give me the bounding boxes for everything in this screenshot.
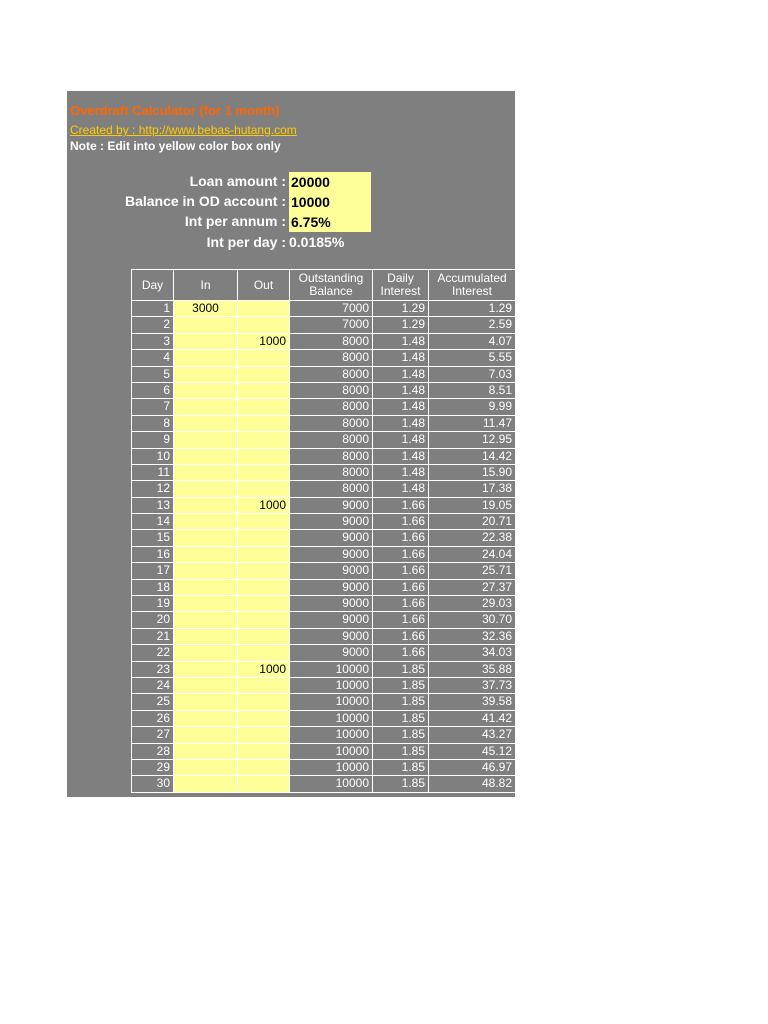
daily-interest-cell: 1.48 — [372, 334, 428, 350]
balance-cell: 8000 — [289, 334, 372, 350]
daily-interest-cell: 1.66 — [372, 530, 428, 546]
out-input-cell[interactable] — [237, 367, 289, 383]
accumulated-interest-cell: 14.42 — [428, 449, 515, 465]
out-input-cell[interactable] — [237, 301, 289, 317]
out-input-cell[interactable] — [237, 727, 289, 743]
table-row — [131, 645, 515, 661]
table-row — [131, 481, 515, 497]
table-row — [131, 612, 515, 628]
day-cell: 15 — [131, 530, 173, 546]
balance-cell: 8000 — [289, 449, 372, 465]
accumulated-interest-cell: 4.07 — [428, 334, 515, 350]
accumulated-interest-cell: 29.03 — [428, 596, 515, 612]
daily-interest-cell: 1.66 — [372, 596, 428, 612]
accumulated-interest-cell: 1.29 — [428, 301, 515, 317]
day-cell: 2 — [131, 317, 173, 333]
daily-interest-cell: 1.48 — [372, 465, 428, 481]
in-input-cell[interactable] — [173, 317, 237, 333]
daily-interest-cell: 1.66 — [372, 514, 428, 530]
in-input-cell[interactable] — [173, 530, 237, 546]
balance-cell: 9000 — [289, 645, 372, 661]
daily-interest-cell: 1.85 — [372, 711, 428, 727]
in-input-cell[interactable] — [173, 629, 237, 645]
daily-interest-cell: 1.48 — [372, 350, 428, 366]
table-row — [131, 563, 515, 579]
table-row — [131, 694, 515, 710]
day-cell: 21 — [131, 629, 173, 645]
table-row — [131, 760, 515, 776]
accumulated-interest-cell: 48.82 — [428, 776, 515, 792]
day-cell: 25 — [131, 694, 173, 710]
header-day: Day — [131, 269, 173, 301]
in-input-cell[interactable] — [173, 776, 237, 792]
loan-amount-label: Loan amount : — [189, 173, 286, 189]
daily-interest-cell: 1.85 — [372, 694, 428, 710]
daily-interest-cell: 1.85 — [372, 678, 428, 694]
balance-cell: 9000 — [289, 514, 372, 530]
table-row — [131, 629, 515, 645]
balance-cell: 7000 — [289, 301, 372, 317]
daily-interest-cell: 1.85 — [372, 760, 428, 776]
in-input-cell[interactable] — [173, 744, 237, 760]
in-input-cell[interactable] — [173, 514, 237, 530]
in-input-cell[interactable] — [173, 694, 237, 710]
table-row — [131, 334, 515, 350]
balance-cell: 9000 — [289, 580, 372, 596]
page-title: Overdraft Calculator (for 1 month) — [70, 103, 280, 118]
in-input-cell[interactable] — [173, 334, 237, 350]
day-cell: 13 — [131, 498, 173, 514]
edit-note: Note : Edit into yellow color box only — [70, 139, 281, 153]
day-cell: 9 — [131, 432, 173, 448]
balance-cell: 10000 — [289, 662, 372, 678]
od-balance-label: Balance in OD account : — [124, 193, 286, 209]
balance-cell: 8000 — [289, 481, 372, 497]
daily-interest-cell: 1.85 — [372, 727, 428, 743]
day-cell: 19 — [131, 596, 173, 612]
day-cell: 14 — [131, 514, 173, 530]
daily-interest-cell: 1.29 — [372, 317, 428, 333]
balance-cell: 10000 — [289, 776, 372, 792]
day-cell: 24 — [131, 678, 173, 694]
in-input-cell[interactable] — [173, 645, 237, 661]
in-input-cell[interactable] — [173, 711, 237, 727]
daily-interest-cell: 1.85 — [372, 776, 428, 792]
table-row — [131, 547, 515, 563]
accumulated-interest-cell: 22.38 — [428, 530, 515, 546]
table-row — [131, 383, 515, 399]
daily-interest-cell: 1.66 — [372, 580, 428, 596]
header-daily-interest: Daily Interest — [372, 269, 428, 301]
out-input-cell[interactable] — [237, 547, 289, 563]
day-cell: 7 — [131, 399, 173, 415]
day-cell: 17 — [131, 563, 173, 579]
balance-cell: 10000 — [289, 711, 372, 727]
int-per-day-value: 0.0185% — [289, 234, 345, 250]
accumulated-interest-cell: 46.97 — [428, 760, 515, 776]
out-input-cell[interactable]: 1000 — [237, 498, 289, 514]
in-input-cell[interactable] — [173, 547, 237, 563]
table-row — [131, 727, 515, 743]
accumulated-interest-cell: 20.71 — [428, 514, 515, 530]
out-input-cell[interactable] — [237, 383, 289, 399]
daily-interest-cell: 1.48 — [372, 481, 428, 497]
balance-cell: 8000 — [289, 383, 372, 399]
od-balance-input[interactable]: 10000 — [289, 192, 371, 212]
table-row — [131, 350, 515, 366]
daily-interest-cell: 1.66 — [372, 629, 428, 645]
table-body — [131, 301, 515, 793]
accumulated-interest-cell: 24.04 — [428, 547, 515, 563]
table-row — [131, 530, 515, 546]
daily-interest-cell: 1.85 — [372, 744, 428, 760]
out-input-cell[interactable] — [237, 449, 289, 465]
out-input-cell[interactable] — [237, 399, 289, 415]
table-row — [131, 367, 515, 383]
in-input-cell[interactable] — [173, 416, 237, 432]
table-row — [131, 711, 515, 727]
accumulated-interest-cell: 17.38 — [428, 481, 515, 497]
spreadsheet-area — [67, 91, 515, 797]
accumulated-interest-cell: 2.59 — [428, 317, 515, 333]
day-cell: 12 — [131, 481, 173, 497]
accumulated-interest-cell: 5.55 — [428, 350, 515, 366]
balance-cell: 8000 — [289, 465, 372, 481]
balance-cell: 9000 — [289, 563, 372, 579]
day-cell: 1 — [131, 301, 173, 317]
balance-cell: 8000 — [289, 432, 372, 448]
in-input-cell[interactable] — [173, 563, 237, 579]
int-per-annum-input[interactable]: 6.75% — [289, 212, 371, 232]
in-input-cell[interactable] — [173, 596, 237, 612]
daily-interest-cell: 1.29 — [372, 301, 428, 317]
accumulated-interest-cell: 11.47 — [428, 416, 515, 432]
in-input-cell[interactable] — [173, 432, 237, 448]
table-row — [131, 317, 515, 333]
balance-cell: 8000 — [289, 416, 372, 432]
daily-interest-cell: 1.48 — [372, 399, 428, 415]
accumulated-interest-cell: 19.05 — [428, 498, 515, 514]
out-input-cell[interactable] — [237, 465, 289, 481]
out-input-cell[interactable] — [237, 596, 289, 612]
balance-cell: 9000 — [289, 547, 372, 563]
balance-cell: 8000 — [289, 350, 372, 366]
accumulated-interest-cell: 39.58 — [428, 694, 515, 710]
table-row — [131, 416, 515, 432]
out-input-cell[interactable] — [237, 776, 289, 792]
day-cell: 8 — [131, 416, 173, 432]
header-outstanding-balance: Outstanding Balance — [289, 269, 372, 301]
table-row — [131, 596, 515, 612]
in-input-cell[interactable] — [173, 612, 237, 628]
day-cell: 30 — [131, 776, 173, 792]
out-input-cell[interactable] — [237, 645, 289, 661]
header-accumulated-interest: Accumulated Interest — [428, 269, 515, 301]
day-cell: 16 — [131, 547, 173, 563]
table-row — [131, 662, 515, 678]
table-row — [131, 301, 515, 317]
in-input-cell[interactable] — [173, 760, 237, 776]
int-per-annum-label: Int per annum : — [184, 213, 286, 229]
in-input-cell[interactable] — [173, 678, 237, 694]
interest-table — [131, 269, 515, 793]
day-cell: 28 — [131, 744, 173, 760]
table-row — [131, 432, 515, 448]
daily-interest-cell: 1.66 — [372, 612, 428, 628]
balance-cell: 9000 — [289, 629, 372, 645]
day-cell: 20 — [131, 612, 173, 628]
accumulated-interest-cell: 27.37 — [428, 580, 515, 596]
accumulated-interest-cell: 9.99 — [428, 399, 515, 415]
out-input-cell[interactable] — [237, 481, 289, 497]
daily-interest-cell: 1.66 — [372, 563, 428, 579]
table-row — [131, 776, 515, 792]
daily-interest-cell: 1.48 — [372, 383, 428, 399]
accumulated-interest-cell: 34.03 — [428, 645, 515, 661]
table-row — [131, 465, 515, 481]
table-row — [131, 678, 515, 694]
table-row — [131, 498, 515, 514]
accumulated-interest-cell: 45.12 — [428, 744, 515, 760]
day-cell: 4 — [131, 350, 173, 366]
accumulated-interest-cell: 32.36 — [428, 629, 515, 645]
in-input-cell[interactable] — [173, 465, 237, 481]
balance-cell: 10000 — [289, 694, 372, 710]
table-row — [131, 449, 515, 465]
out-input-cell[interactable] — [237, 711, 289, 727]
day-cell: 5 — [131, 367, 173, 383]
daily-interest-cell: 1.66 — [372, 498, 428, 514]
balance-cell: 9000 — [289, 498, 372, 514]
accumulated-interest-cell: 37.73 — [428, 678, 515, 694]
day-cell: 10 — [131, 449, 173, 465]
out-input-cell[interactable] — [237, 760, 289, 776]
balance-cell: 9000 — [289, 530, 372, 546]
out-input-cell[interactable] — [237, 350, 289, 366]
balance-cell: 10000 — [289, 760, 372, 776]
out-input-cell[interactable] — [237, 694, 289, 710]
balance-cell: 7000 — [289, 317, 372, 333]
balance-cell: 8000 — [289, 399, 372, 415]
day-cell: 6 — [131, 383, 173, 399]
day-cell: 23 — [131, 662, 173, 678]
out-input-cell[interactable]: 1000 — [237, 334, 289, 350]
daily-interest-cell: 1.48 — [372, 449, 428, 465]
table-header-row — [131, 269, 515, 301]
daily-interest-cell: 1.66 — [372, 645, 428, 661]
balance-cell: 9000 — [289, 612, 372, 628]
out-input-cell[interactable] — [237, 530, 289, 546]
accumulated-interest-cell: 15.90 — [428, 465, 515, 481]
credit-link[interactable]: Created by : http://www.bebas-hutang.com — [70, 123, 297, 137]
accumulated-interest-cell: 41.42 — [428, 711, 515, 727]
in-input-cell[interactable] — [173, 580, 237, 596]
day-cell: 27 — [131, 727, 173, 743]
out-input-cell[interactable] — [237, 514, 289, 530]
day-cell: 11 — [131, 465, 173, 481]
balance-cell: 10000 — [289, 678, 372, 694]
in-input-cell[interactable]: 3000 — [173, 301, 237, 317]
accumulated-interest-cell: 8.51 — [428, 383, 515, 399]
accumulated-interest-cell: 7.03 — [428, 367, 515, 383]
in-input-cell[interactable] — [173, 399, 237, 415]
daily-interest-cell: 1.66 — [372, 547, 428, 563]
day-cell: 22 — [131, 645, 173, 661]
table-row — [131, 744, 515, 760]
out-input-cell[interactable] — [237, 744, 289, 760]
daily-interest-cell: 1.48 — [372, 367, 428, 383]
out-input-cell[interactable] — [237, 317, 289, 333]
in-input-cell[interactable] — [173, 662, 237, 678]
loan-amount-input[interactable]: 20000 — [289, 172, 371, 192]
accumulated-interest-cell: 30.70 — [428, 612, 515, 628]
out-input-cell[interactable] — [237, 580, 289, 596]
in-input-cell[interactable] — [173, 367, 237, 383]
in-input-cell[interactable] — [173, 481, 237, 497]
daily-interest-cell: 1.48 — [372, 416, 428, 432]
table-row — [131, 399, 515, 415]
day-cell: 26 — [131, 711, 173, 727]
header-out: Out — [237, 269, 289, 301]
day-cell: 18 — [131, 580, 173, 596]
header-in: In — [173, 269, 237, 301]
accumulated-interest-cell: 12.95 — [428, 432, 515, 448]
out-input-cell[interactable] — [237, 629, 289, 645]
accumulated-interest-cell: 35.88 — [428, 662, 515, 678]
accumulated-interest-cell: 25.71 — [428, 563, 515, 579]
balance-cell: 8000 — [289, 367, 372, 383]
out-input-cell[interactable] — [237, 612, 289, 628]
balance-cell: 9000 — [289, 596, 372, 612]
in-input-cell[interactable] — [173, 727, 237, 743]
day-cell: 3 — [131, 334, 173, 350]
in-input-cell[interactable] — [173, 449, 237, 465]
in-input-cell[interactable] — [173, 350, 237, 366]
in-input-cell[interactable] — [173, 498, 237, 514]
int-per-day-label: Int per day : — [206, 234, 286, 250]
out-input-cell[interactable] — [237, 432, 289, 448]
balance-cell: 10000 — [289, 727, 372, 743]
daily-interest-cell: 1.48 — [372, 432, 428, 448]
in-input-cell[interactable] — [173, 383, 237, 399]
out-input-cell[interactable] — [237, 563, 289, 579]
out-input-cell[interactable] — [237, 678, 289, 694]
day-cell: 29 — [131, 760, 173, 776]
daily-interest-cell: 1.85 — [372, 662, 428, 678]
table-row — [131, 514, 515, 530]
balance-cell: 10000 — [289, 744, 372, 760]
table-row — [131, 580, 515, 596]
out-input-cell[interactable]: 1000 — [237, 662, 289, 678]
out-input-cell[interactable] — [237, 416, 289, 432]
accumulated-interest-cell: 43.27 — [428, 727, 515, 743]
